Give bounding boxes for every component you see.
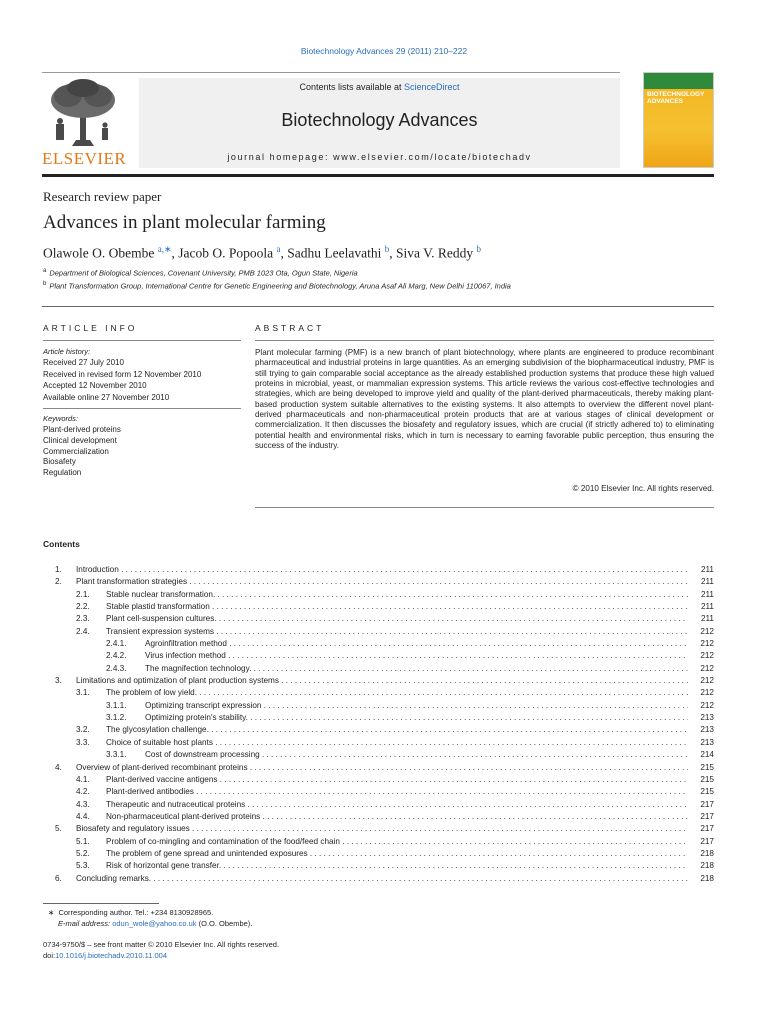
toc-entry[interactable]	[43, 848, 714, 860]
header-divider	[42, 72, 620, 73]
toc-number: 6.	[55, 873, 62, 883]
toc-title[interactable]: Plant cell-suspension cultures. . . .	[106, 613, 688, 625]
toc-number: 2.4.1.	[106, 639, 127, 649]
toc-number: 3.	[55, 676, 62, 686]
toc-entry[interactable]	[43, 638, 714, 650]
toc-title[interactable]: Concluding remarks. . . .	[76, 873, 688, 885]
info-divider	[43, 408, 241, 409]
author-name[interactable]: Siva V. Reddy	[395, 245, 477, 261]
keyword: Clinical development	[43, 435, 117, 445]
cover-band	[644, 73, 713, 89]
toc-title[interactable]: Stable plastid transformation . . .	[106, 601, 688, 613]
toc-number: 3.1.1.	[106, 700, 127, 710]
toc-number: 2.	[55, 577, 62, 587]
toc-page-number: 212	[700, 651, 714, 661]
toc-entry[interactable]	[43, 873, 714, 885]
toc-entry[interactable]	[43, 823, 714, 835]
email-suffix: (O.O. Obembe).	[196, 919, 253, 928]
toc-title[interactable]: Non-pharmaceutical plant-derived proteins . . .	[106, 811, 688, 823]
toc-page-number: 212	[700, 688, 714, 698]
affiliation-mark: a	[43, 268, 47, 274]
toc-entry[interactable]	[43, 613, 714, 625]
toc-title[interactable]: The magnifection technology. . . .	[145, 663, 688, 675]
toc-entry[interactable]	[43, 650, 714, 662]
toc-number: 4.3.	[76, 799, 90, 809]
toc-entry[interactable]	[43, 663, 714, 675]
toc-entry[interactable]	[43, 687, 714, 699]
article-type: Research review paper	[43, 189, 162, 204]
toc-page-number: 218	[700, 861, 714, 871]
toc-number: 5.3.	[76, 861, 90, 871]
contents-available-line	[139, 82, 620, 92]
toc-page-number: 213	[700, 725, 714, 735]
toc-entry[interactable]	[43, 564, 714, 576]
toc-number: 5.	[55, 824, 62, 834]
abstract-copyright: © 2010 Elsevier Inc. All rights reserved.	[572, 484, 714, 493]
toc-number: 2.3.	[76, 614, 90, 624]
toc-entry[interactable]	[43, 675, 714, 687]
toc-number: 5.2.	[76, 848, 90, 858]
issn-line: 0734-9750/$ – see front matter © 2010 Elsevier Inc. All rights reserved.	[43, 940, 280, 949]
toc-number: 4.	[55, 762, 62, 772]
affiliation-mark: b	[43, 281, 47, 287]
history-item: Available online 27 November 2010	[43, 392, 170, 402]
contents-available-text: Contents lists available at	[299, 82, 405, 92]
toc-page-number: 215	[700, 762, 714, 772]
toc-number: 4.4.	[76, 811, 90, 821]
toc-page-number: 218	[700, 873, 714, 883]
toc-title[interactable]: The problem of gene spread and unintended exposures . . .	[106, 848, 688, 860]
toc-title[interactable]: Stable nuclear transformation. . . .	[106, 589, 688, 601]
toc-number: 2.1.	[76, 589, 90, 599]
abstract-text: Plant molecular farming (PMF) is a new branch of plant biotechnology, where plants are engineered to produce recombinant pharmaceutical and industrial proteins in large quantities. As an emerging subdivision of the biopharmaceutical industry, PMF is still trying to gain comparable social acceptance as the already established production systems that produce these high valued proteins in microbial, yeast, or mammalian expression systems. This article reviews the various cost-effective technologies and strategies, which are being developed to improve yield and quality of the plant-derived pharmaceuticals, thereby making plant-based production system suitable alternatives to the existing systems. It also attempts to overview the different novel plant-derived pharmaceuticals and non-pharmaceutical protein products that are at various stages of clinical development or commercialization. It then discusses the biosafety and regulatory issues, which are crucial (if strictly adhered to) to eliminating potential health and environmental risks, which in turn is necessary to earning favorable public perception, thus ensuring the success of the industry.	[255, 348, 714, 451]
publisher-name: ELSEVIER	[42, 149, 127, 168]
author-affiliation-mark[interactable]: b	[384, 244, 390, 254]
toc-number: 4.1.	[76, 774, 90, 784]
toc-title[interactable]: Risk of horizontal gene transfer. . . .	[106, 860, 688, 872]
toc-title[interactable]: Agroinfiltration method . . .	[145, 638, 688, 650]
toc-entry[interactable]	[43, 626, 714, 638]
header-thick-divider	[42, 174, 714, 177]
toc-number: 1.	[55, 565, 62, 574]
history-label: Article history:	[43, 347, 91, 356]
toc-page-number: 217	[700, 836, 714, 846]
section-divider	[42, 306, 714, 307]
toc-title[interactable]: The glycosylation challenge. . . .	[106, 724, 688, 736]
toc-entry[interactable]	[43, 774, 714, 786]
author-separator: ,	[389, 245, 396, 261]
corresponding-text: Corresponding author. Tel.: +234 8130928965.	[58, 908, 214, 917]
toc-page-number: 211	[700, 589, 714, 599]
toc-title[interactable]: Virus infection method . . .	[145, 650, 688, 662]
toc-number: 3.3.1.	[106, 750, 127, 760]
toc-page-number: 213	[700, 713, 714, 723]
toc-title[interactable]: Optimizing transcript expression . . .	[145, 700, 688, 712]
toc-entry[interactable]	[43, 724, 714, 736]
history-item: Received 27 July 2010	[43, 358, 124, 367]
journal-cover-image	[643, 72, 714, 168]
toc-number: 2.2.	[76, 602, 90, 612]
affiliation-text: Plant Transformation Group, International Centre for Genetic Engineering and Biotechnology, Aruna Asaf Ali Marg, New Delhi 110067, India	[49, 281, 511, 291]
contents-heading: Contents	[43, 539, 80, 549]
keyword: Plant-derived proteins	[43, 425, 121, 434]
info-divider	[43, 340, 241, 341]
author-affiliation-mark[interactable]: a	[276, 244, 281, 254]
doi-line	[43, 951, 167, 960]
affiliation-text: Department of Biological Sciences, Covenant University, PMB 1023 Ota, Ogun State, Nigeria	[49, 268, 358, 278]
toc-page-number: 218	[700, 848, 714, 858]
doi-label: doi:	[43, 951, 56, 960]
toc-number: 3.1.2.	[106, 713, 127, 723]
toc-title[interactable]: Therapeutic and nutraceutical proteins . . .	[106, 799, 688, 811]
author-name[interactable]: Olawole O. Obembe	[43, 245, 158, 261]
toc-title[interactable]: Transient expression systems . . .	[106, 626, 688, 638]
toc-page-number: 213	[700, 737, 714, 747]
toc-page-number: 217	[700, 811, 714, 821]
email-link[interactable]: odun_wole@yahoo.co.uk	[112, 919, 197, 928]
toc-title[interactable]: Choice of suitable host plants . . .	[106, 737, 688, 749]
toc-number: 3.2.	[76, 725, 90, 735]
keyword: Regulation	[43, 468, 82, 478]
toc-entry[interactable]	[43, 700, 714, 712]
corresponding-author-note	[48, 908, 213, 917]
footnote-divider	[43, 903, 159, 904]
toc-page-number: 211	[700, 577, 714, 587]
keyword: Commercialization	[43, 446, 109, 456]
table-of-contents	[43, 564, 714, 885]
toc-title[interactable]: Overview of plant-derived recombinant proteins . . .	[76, 762, 688, 774]
toc-page-number: 212	[700, 626, 714, 636]
toc-title[interactable]: Plant-derived antibodies . . .	[106, 786, 688, 798]
journal-homepage[interactable]: journal homepage: www.elsevier.com/locate/biotechadv	[227, 152, 532, 162]
toc-entry[interactable]	[43, 737, 714, 749]
affiliation	[43, 281, 511, 291]
toc-page-number: 215	[700, 787, 714, 797]
toc-page-number: 217	[700, 824, 714, 834]
keywords-label: Keywords:	[43, 414, 79, 423]
toc-page-number: 212	[700, 639, 714, 649]
author-name[interactable]: Sadhu Leelavathi	[287, 245, 385, 261]
toc-page-number: 212	[700, 663, 714, 673]
toc-entry[interactable]	[43, 836, 714, 848]
author-list	[43, 244, 481, 262]
toc-page-number: 211	[700, 602, 714, 612]
email-note	[58, 919, 252, 928]
toc-entry[interactable]	[43, 601, 714, 613]
toc-number: 2.4.2.	[106, 651, 127, 661]
toc-number: 3.3.	[76, 737, 90, 747]
sciencedirect-link[interactable]: ScienceDirect	[404, 82, 460, 92]
article-title: Advances in plant molecular farming	[43, 212, 326, 233]
toc-title[interactable]: Plant-derived vaccine antigens . . .	[106, 774, 688, 786]
abstract-divider	[255, 340, 714, 341]
toc-entry[interactable]	[43, 799, 714, 811]
toc-title[interactable]: Cost of downstream processing . . .	[145, 749, 688, 761]
email-label: E-mail address:	[58, 919, 113, 928]
toc-title[interactable]: Problem of co-mingling and contamination of the food/feed chain . . .	[106, 836, 688, 848]
toc-page-number: 217	[700, 799, 714, 809]
toc-page-number: 214	[700, 750, 714, 760]
author-separator: ,	[171, 245, 179, 261]
toc-number: 4.2.	[76, 787, 90, 797]
toc-entry[interactable]	[43, 589, 714, 601]
journal-reference-link[interactable]: Biotechnology Advances 29 (2011) 210–222	[300, 46, 468, 56]
history-list	[43, 357, 201, 403]
author-separator: ,	[280, 245, 288, 261]
toc-number: 2.4.	[76, 626, 90, 636]
toc-entry[interactable]	[43, 576, 714, 588]
toc-number: 2.4.3.	[106, 663, 127, 673]
toc-number: 3.1.	[76, 688, 90, 698]
toc-page-number: 211	[700, 565, 714, 574]
toc-page-number: 212	[700, 676, 714, 686]
cover-title: BIOTECHNOLOGY ADVANCES	[647, 91, 705, 105]
toc-entry[interactable]	[43, 762, 714, 774]
article-info-heading: ARTICLE INFO	[43, 323, 138, 333]
toc-page-number: 212	[700, 700, 714, 710]
toc-entry[interactable]	[43, 749, 714, 761]
toc-title[interactable]: Optimizing protein's stability. . . .	[145, 712, 688, 724]
history-item: Received in revised form 12 November 2010	[43, 369, 202, 379]
toc-title[interactable]: The problem of low yield. . . .	[106, 687, 688, 699]
abstract-divider	[255, 507, 714, 508]
author-name[interactable]: Jacob O. Popoola	[178, 245, 277, 261]
keywords-list	[43, 425, 121, 479]
toc-title[interactable]: Plant transformation strategies . . .	[76, 576, 688, 588]
toc-title[interactable]: Introduction . . .	[76, 564, 688, 576]
toc-entry[interactable]	[43, 860, 714, 872]
corresponding-mark: ∗	[48, 908, 55, 917]
toc-title[interactable]: Limitations and optimization of plant production systems . . .	[76, 675, 688, 687]
toc-entry[interactable]	[43, 786, 714, 798]
abstract-heading: ABSTRACT	[255, 323, 325, 333]
affiliation	[43, 268, 358, 278]
keyword: Biosafety	[43, 457, 76, 467]
toc-page-number: 215	[700, 774, 714, 784]
author-affiliation-mark[interactable]: b	[476, 244, 481, 254]
toc-entry[interactable]	[43, 712, 714, 724]
history-item: Accepted 12 November 2010	[43, 381, 147, 391]
toc-title[interactable]: Biosafety and regulatory issues . . .	[76, 823, 688, 835]
doi-link[interactable]: 10.1016/j.biotechadv.2010.11.004	[55, 951, 167, 960]
journal-title: Biotechnology Advances	[281, 110, 478, 130]
toc-entry[interactable]	[43, 811, 714, 823]
toc-page-number: 211	[700, 614, 714, 624]
toc-number: 5.1.	[76, 836, 90, 846]
author-affiliation-mark[interactable]: a,∗	[157, 244, 172, 254]
